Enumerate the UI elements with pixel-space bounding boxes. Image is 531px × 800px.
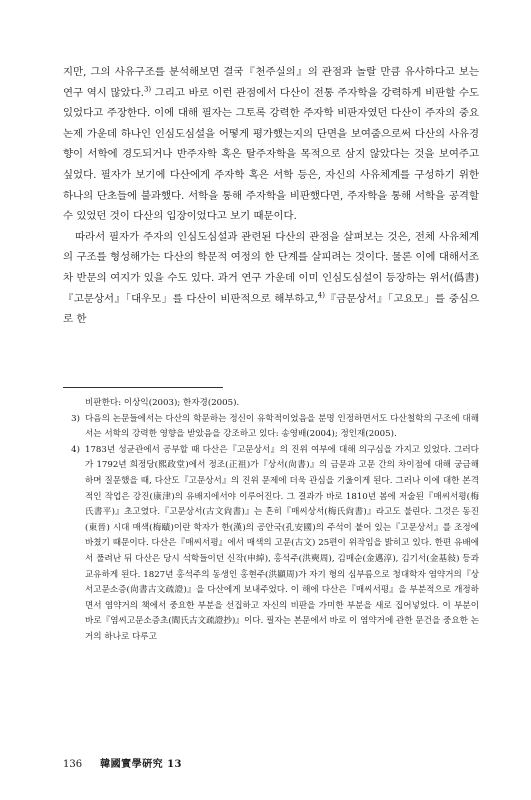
body-paragraph-1 bbox=[63, 62, 479, 227]
footnote-continuation bbox=[63, 396, 479, 412]
paragraph-2-text-a: 따라서 필자가 주자의 인심도심설과 관련된 다산의 관점을 살펴보는 것은, 전체 사유체계의 구조를 형성해가는 다산의 학문적 여정의 한 단계를 살피려는 것이다. 물론 이에 대해서조차 반문의 여지가 있을 수도 있다. 과거 연구 가운데 이미 인심도심설이 등장하는 위서(僞書)『고문상서』「대우모」를 다산이 비판적으로 해부하고, bbox=[63, 230, 479, 305]
body-text bbox=[63, 62, 479, 330]
footnote-ref-4[interactable]: 4) bbox=[317, 291, 325, 300]
footnotes bbox=[63, 396, 479, 646]
page-footer bbox=[63, 755, 182, 770]
paragraph-1-text-b: 그리고 바로 이런 관점에서 다산이 전통 주자학을 강력하게 비판할 수도 있었다고 주장한다. 이에 대해 필자는 그토록 강력한 주자학 비판자였던 다산이 주자의 중요 논제 가운데 하나인 인심도심설을 어떻게 평가했는지의 단면을 보여줌으로써 다산의 사유경향이 서학에 경도되거나 반주자학 혹은 탈주자학을 목적으로 삼지 않았다는 것을 보여주고 싶었다. 필자가 보기에 다산에게 주자학 혹은 서학 등은, 자신의 사유체계를 구성하기 위한 하나의 단초들에 불과했다. 서학을 통해 주자학을 비판했다면, 주자학을 통해 서학을 공격할 수 있었던 것이 다산의 입장이었다고 보기 때문이다. bbox=[63, 86, 480, 223]
footnote-4 bbox=[63, 443, 479, 646]
footnote-ref-3[interactable]: 3) bbox=[143, 85, 152, 94]
paragraph-2-text-b: 『금문상서』「고요모」를 중심으로 한 bbox=[63, 292, 479, 326]
footnote-text: 1783년 성균관에서 공부할 때 다산은『고문상서』의 진위 여부에 대해 의구심을 가지고 있었다. 그러다가 1792년 희정당(熙政堂)에서 정조(正祖)가『상서(尙書)』의 금문과 고문 간의 차이점에 대해 궁금해 하며 질문했을 때, 다산도『고문상서』의 진위 문제에 더욱 관심을 기울이게 된다. 그러나 이에 대한 본격적인 작업은 강진(康津)의 유배지에서야 이루어진다. 그 결과가 바로 1810년 봄에 저술된『매씨서평(梅氏書平)』초고였다.『고문상서(古文尙書)』는 흔히『매씨상서(梅氏尙書)』라고도 불린다. 그것은 동진(東晉) 시대 매색(梅賾)이란 학자가 한(漢)의 공안국(孔安國)의 주석이 붙어 있는『고문상서』를 조정에 바쳤기 때문이다. 다산은『매씨서평』에서 매색의 고문(古文) 25편이 위작임을 밝히고 있다. 한편 유배에서 풀려난 뒤 다산은 당시 석학들이던 신작(申綽), 홍석주(洪奭周), 김매순(金邁淳), 김기서(金基敍) 등과 교유하게 된다. 1827년 홍석주의 동생인 홍현주(洪顯周)가 자기 형의 심부름으로 청대학자 염약거의『상서고문소증(尙書古文疏證)』을 다산에게 보내주었다. 이 해에 다산은『매씨서평』을 부분적으로 개정하면서 염약거의 책에서 중요한 부분을 선집하고 자신의 비판을 가미한 부분을 새로 집어넣었다. 이 부분이 바로『염씨고문소증초(閻氏古文疏證抄)』이다. 필자는 본문에서 바로 이 염약거에 관한 문건을 중요한 논거의 하나로 다루고 bbox=[85, 444, 479, 642]
footnote-3 bbox=[63, 412, 479, 443]
footnote-text: 다음의 논문들에서는 다산의 학문하는 정신이 유학적이었음을 분명 인정하면서도 다산철학의 구조에 대해서는 서학의 강력한 영향을 받았음을 강조하고 있다: 송영배(2004); 정인재(2005). bbox=[85, 413, 479, 440]
footnote-number: 4) bbox=[71, 444, 80, 455]
footnote-divider bbox=[63, 387, 223, 388]
page-number: 136 bbox=[63, 759, 83, 770]
body-paragraph-2 bbox=[63, 227, 479, 330]
journal-title: 韓國實學硏究 13 bbox=[100, 759, 182, 770]
paragraph-1-text-a: 지만, 그의 사유구조를 분석해보면 결국『천주실의』의 관점과 놀랄 만큼 유사하다고 보는 연구 역시 많았다. bbox=[63, 66, 479, 99]
footnote-number: 3) bbox=[71, 413, 80, 424]
footnote-text: 비판한다: 이상익(2003); 한자경(2005). bbox=[85, 398, 240, 408]
